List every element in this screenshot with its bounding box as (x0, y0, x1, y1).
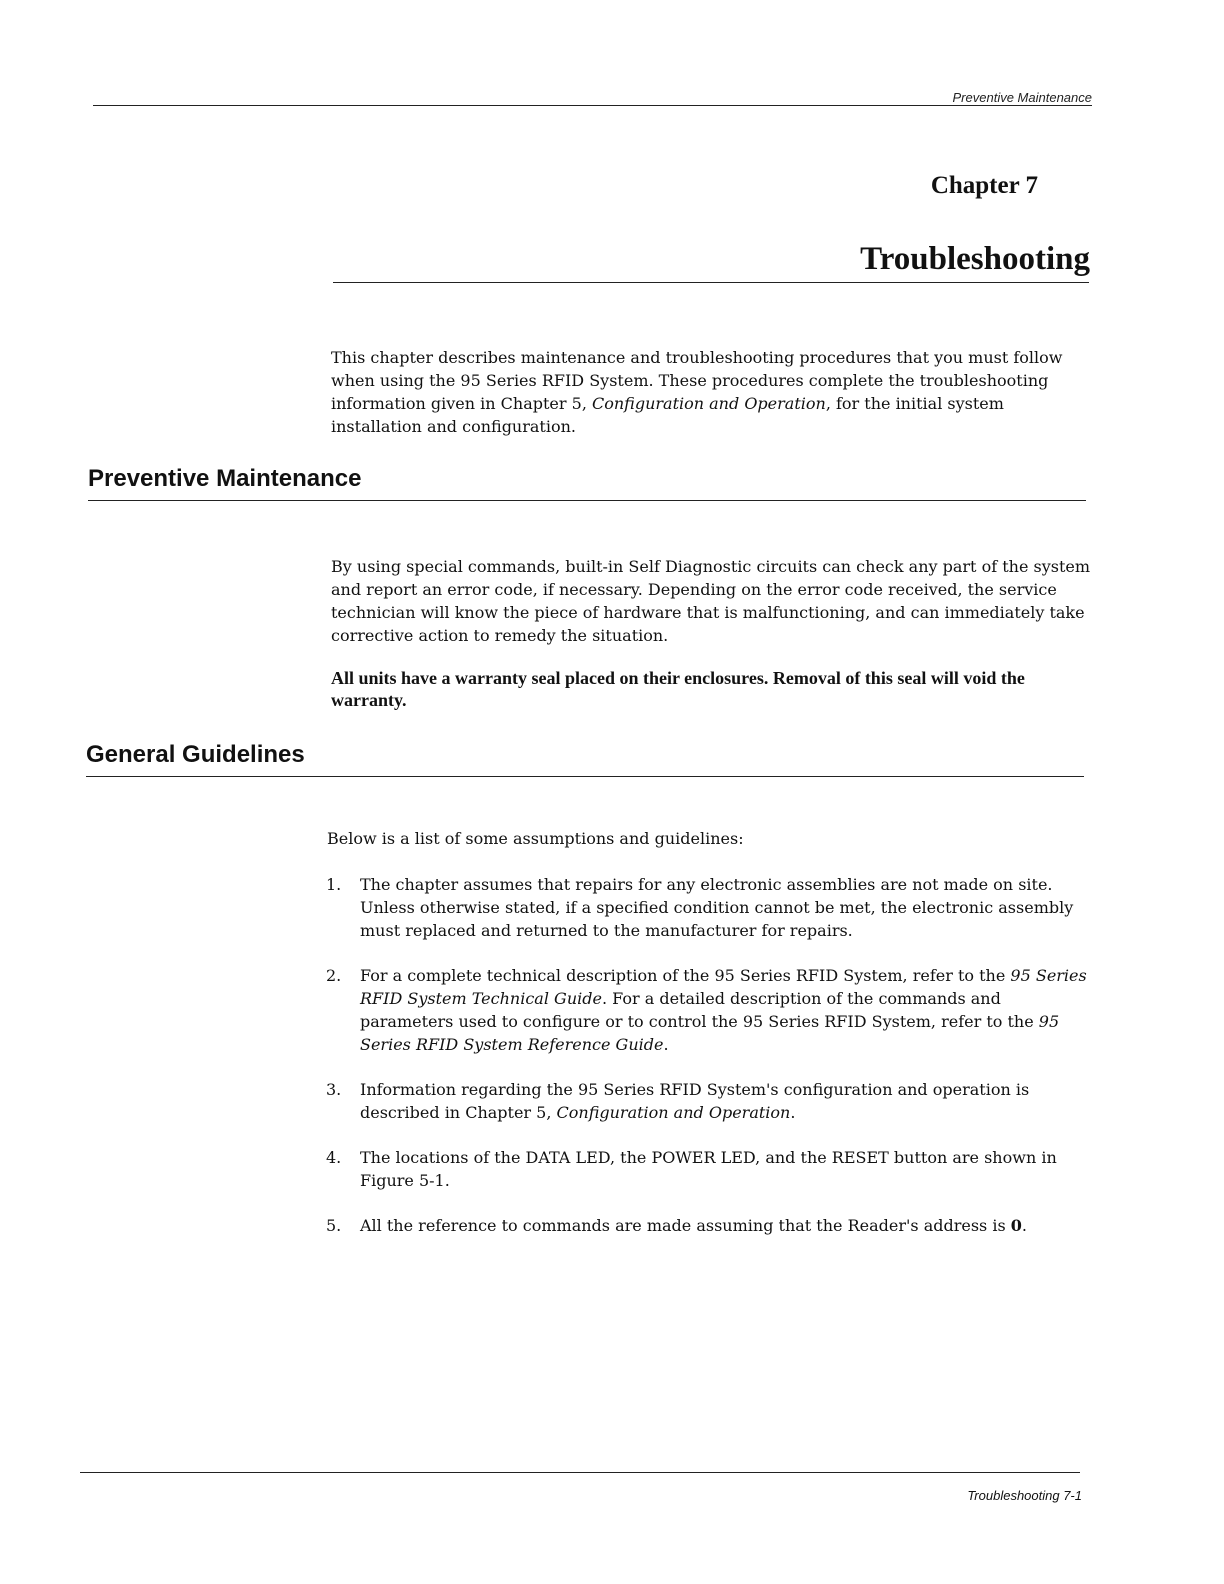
page-footer: Troubleshooting 7-1 (967, 1488, 1082, 1503)
intro-reference: Configuration and Operation (591, 394, 826, 413)
running-header: Preventive Maintenance (952, 90, 1092, 105)
warranty-warning: All units have a warranty seal placed on their enclosures. Removal of this seal will void the warranty. (331, 668, 1025, 710)
reader-address-value: 0 (1010, 1216, 1022, 1235)
list-item-text: The chapter assumes that repairs for any electronic assemblies are not made on site. Unless otherwise stated, if a specified condition cannot be met, the electronic assembly must replaced and returned to the manufacturer for repairs. (360, 875, 1074, 940)
section-heading-preventive-maintenance: Preventive Maintenance (88, 465, 362, 492)
intro-text: This chapter describes maintenance and troubleshooting procedures that you must follow when using the 95 Series RFID System. These procedures complete the troubleshooting information given in Chapter 5, (331, 348, 1063, 413)
list-item-text: The locations of the DATA LED, the POWER LED, and the RESET button are shown in Figure 5-1. (360, 1148, 1057, 1190)
list-item-text: . (663, 1035, 669, 1054)
list-item-text: Information regarding the 95 Series RFID System's configuration and operation is described in Chapter 5, (360, 1080, 1030, 1122)
header-rule (93, 105, 1092, 106)
intro-text-end: , for the initial system installation and configuration. (331, 394, 1004, 436)
chapter-title: Troubleshooting (860, 241, 1090, 277)
list-item-number: 2. (326, 966, 342, 985)
list-item-reference: 95 Series RFID System Reference Guide (360, 1012, 1060, 1054)
list-item-number: 4. (326, 1148, 342, 1167)
guidelines-list (326, 873, 1096, 1237)
list-item-reference: Configuration and Operation (556, 1103, 791, 1122)
guidelines-intro: Below is a list of some assumptions and guidelines: (327, 829, 744, 848)
list-item-text: . (790, 1103, 796, 1122)
section-heading-general-guidelines: General Guidelines (86, 741, 305, 768)
list-item (326, 873, 1096, 942)
list-item-number: 1. (326, 875, 342, 894)
preventive-maintenance-body: By using special commands, built-in Self Diagnostic circuits can check any part of the system and report an error code, if necessary. Depending on the error code received, the service technician will know the piece of hardware that is malfunctioning, and can immediately take corrective action to remedy the situation. (331, 557, 1091, 645)
section-rule-preventive-maintenance (88, 500, 1086, 501)
chapter-title-rule (333, 282, 1089, 283)
section-rule-general-guidelines (86, 776, 1084, 777)
list-item-text: All the reference to commands are made assuming that the Reader's address is (360, 1216, 1011, 1235)
list-item-text: . For a detailed description of the commands and parameters used to configure or to control the 95 Series RFID System, refer to the (360, 989, 1039, 1031)
list-item (326, 1214, 1096, 1237)
list-item (326, 1078, 1096, 1124)
footer-rule (80, 1472, 1080, 1473)
list-item (326, 1146, 1096, 1192)
list-item-number: 5. (326, 1216, 342, 1235)
list-item-reference: 95 Series RFID System Technical Guide (360, 966, 1087, 1008)
list-item-number: 3. (326, 1080, 342, 1099)
list-item (326, 964, 1096, 1056)
list-item-text: . (1021, 1216, 1027, 1235)
intro-paragraph (331, 346, 1091, 438)
list-item-text: For a complete technical description of the 95 Series RFID System, refer to the (360, 966, 1011, 985)
chapter-label: Chapter 7 (930, 172, 1038, 199)
